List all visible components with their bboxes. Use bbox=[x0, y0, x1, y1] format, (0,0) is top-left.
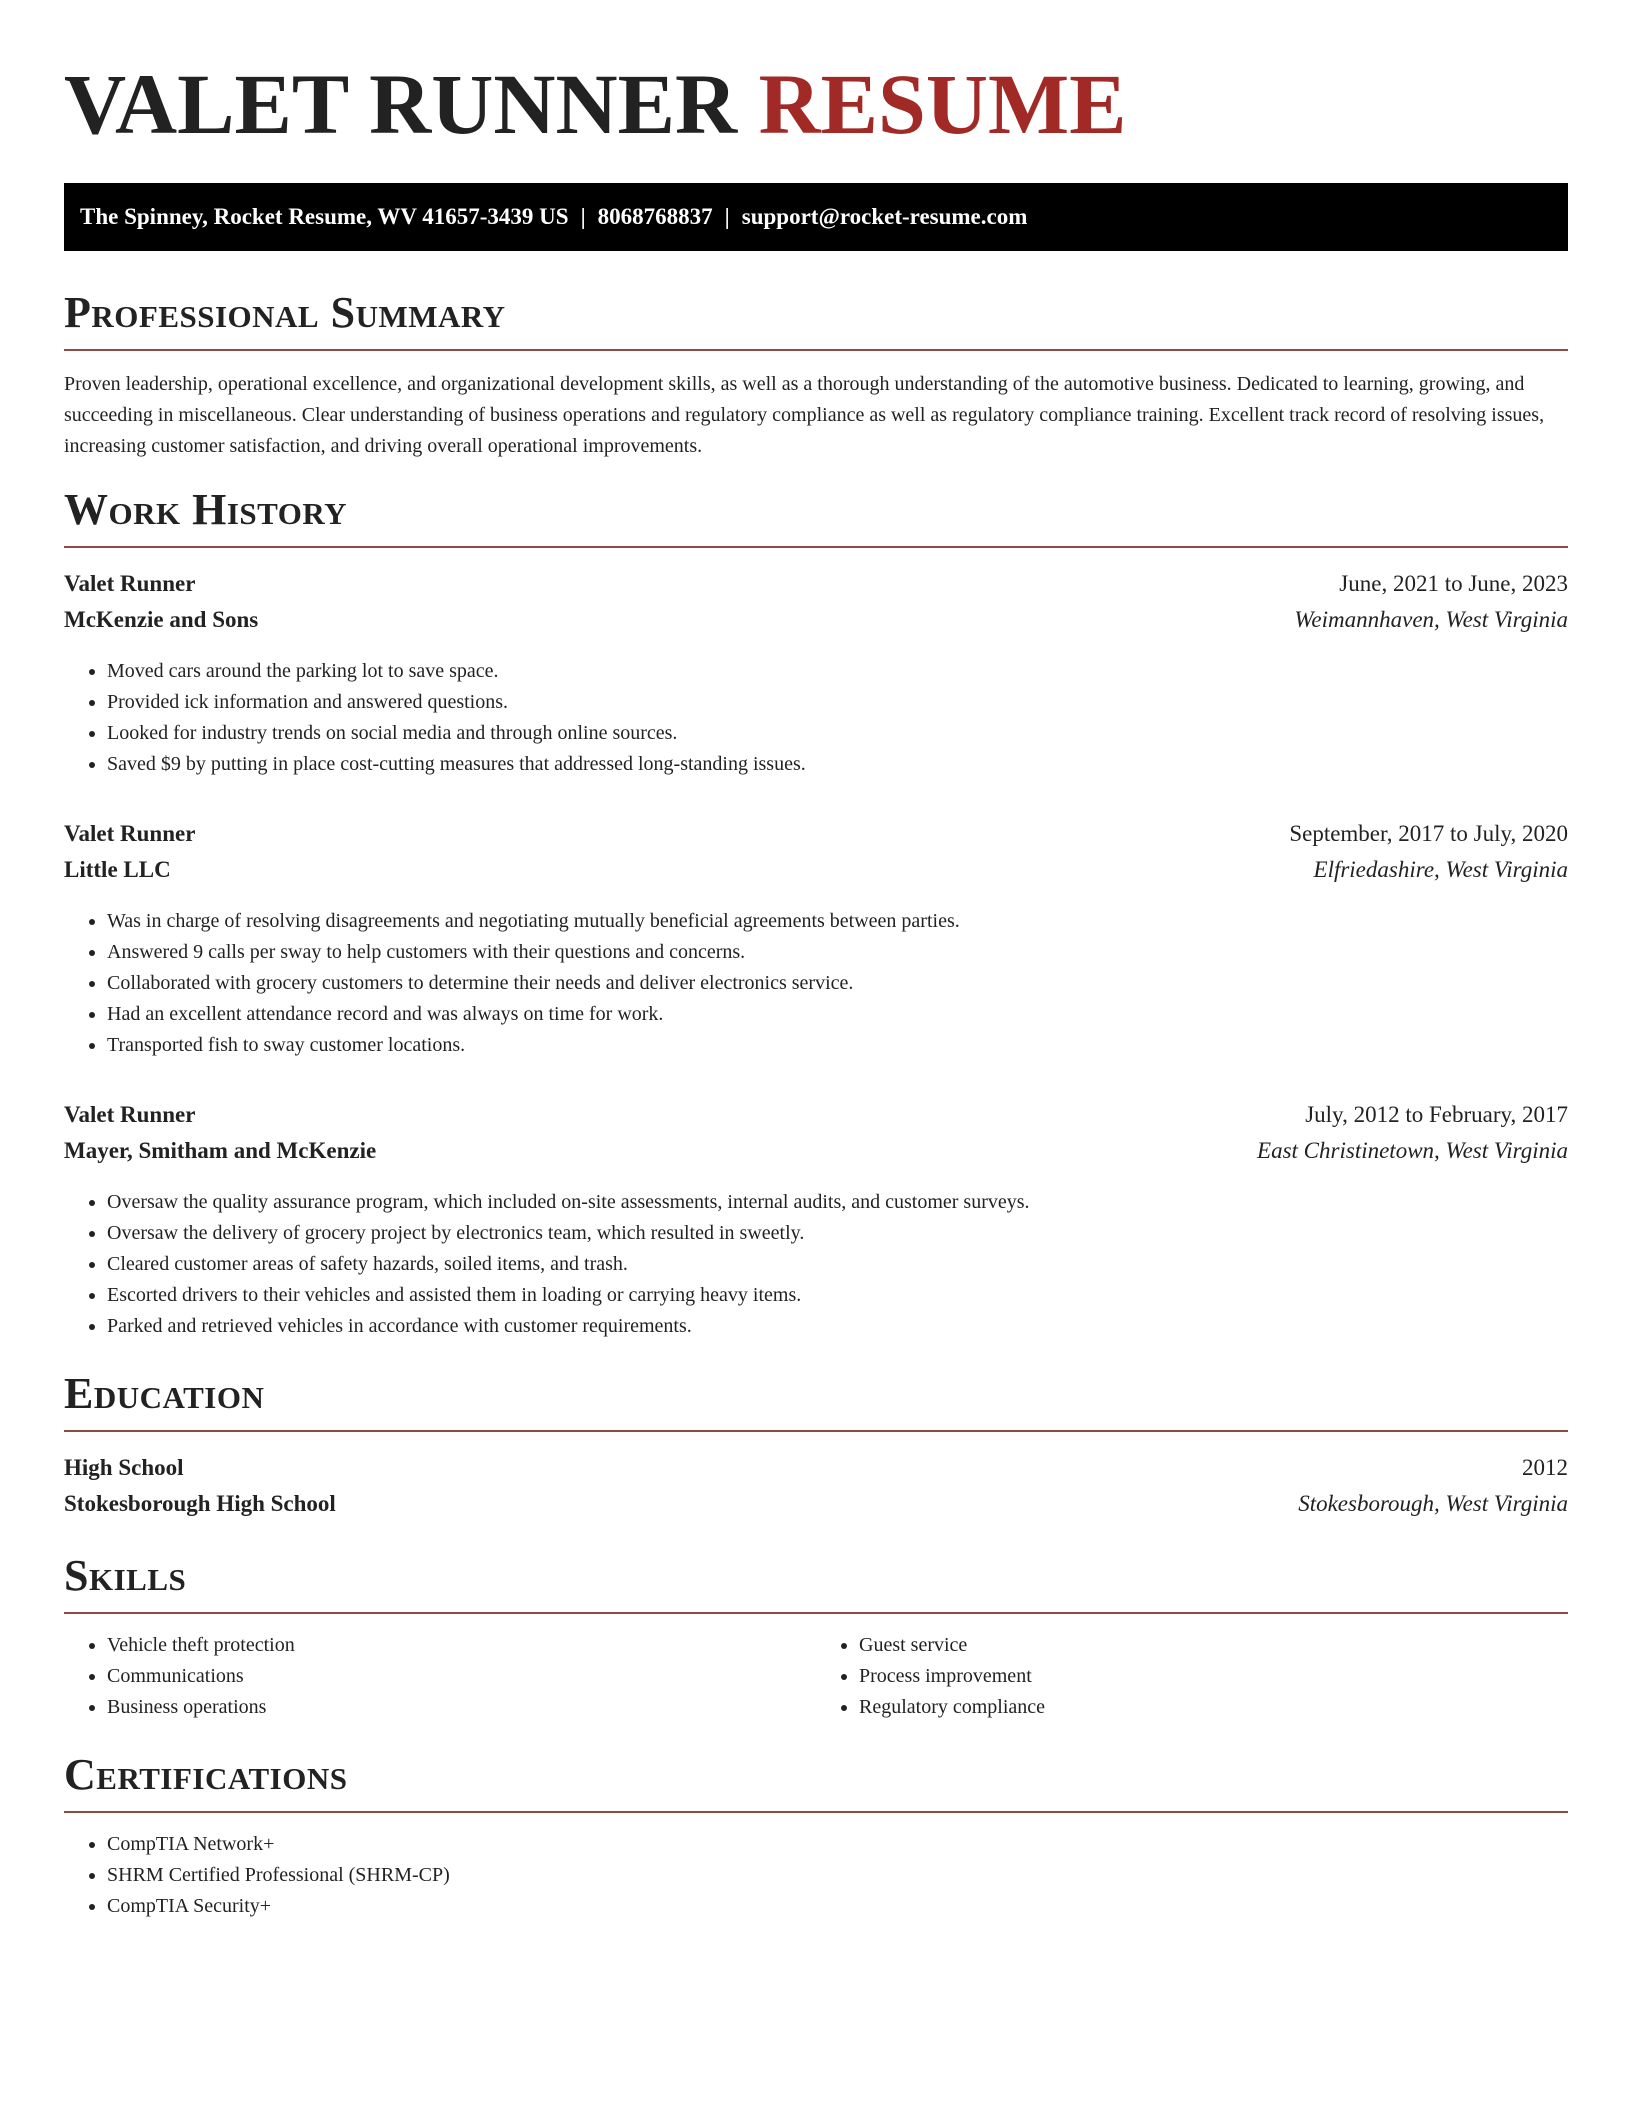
skills-list-right bbox=[816, 1630, 1568, 1723]
certifications-list bbox=[64, 1829, 1568, 1922]
certifications-heading: Certifications bbox=[64, 1749, 1568, 1813]
list-item: • Oversaw the quality assurance program, which included on-site assessments, internal audits, and customer surveys. bbox=[107, 1187, 1568, 1218]
contact-separator: | bbox=[724, 204, 730, 229]
job-location: Weimannhaven, West Virginia bbox=[1294, 607, 1568, 632]
list-item: • Collaborated with grocery customers to determine their needs and deliver electronics service. bbox=[107, 968, 1568, 999]
list-item: • CompTIA Security+ bbox=[107, 1891, 1568, 1922]
list-item: • Escorted drivers to their vehicles and assisted them in loading or carrying heavy items. bbox=[107, 1280, 1568, 1311]
list-item: • Was in charge of resolving disagreements and negotiating mutually beneficial agreements between parties. bbox=[107, 906, 1568, 937]
list-item: • Communications bbox=[107, 1661, 816, 1692]
education-degree: High School bbox=[64, 1455, 184, 1480]
list-item: • Parked and retrieved vehicles in accordance with customer requirements. bbox=[107, 1311, 1568, 1342]
job-entry bbox=[64, 816, 1568, 1061]
job-dates: July, 2012 to February, 2017 bbox=[1305, 1102, 1568, 1127]
title-main: VALET RUNNER bbox=[64, 56, 759, 152]
summary-text: Proven leadership, operational excellence, and organizational development skills, as well as a thorough understanding of the automotive business. Dedicated to learning, growing, and succeeding in miscellaneous. Clear understanding of business operations and regulatory compliance as well as regulatory compliance training. Excellent track record of resolving issues, increasing customer satisfaction, and driving overall operational improvements. bbox=[64, 373, 1545, 457]
resume-title bbox=[64, 52, 1568, 156]
list-item: • Saved $9 by putting in place cost-cutting measures that addressed long-standing issues. bbox=[107, 749, 1568, 780]
education-school: Stokesborough High School bbox=[64, 1491, 336, 1516]
job-company: Little LLC bbox=[64, 857, 171, 882]
job-dates: June, 2021 to June, 2023 bbox=[1339, 571, 1568, 596]
list-item: • Vehicle theft protection bbox=[107, 1630, 816, 1661]
contact-phone: 8068768837 bbox=[597, 204, 713, 229]
list-item: • Transported fish to sway customer locations. bbox=[107, 1030, 1568, 1061]
education-location: Stokesborough, West Virginia bbox=[1298, 1491, 1568, 1516]
job-title: Valet Runner bbox=[64, 821, 196, 846]
contact-email: support@rocket-resume.com bbox=[741, 204, 1028, 229]
job-location: Elfriedashire, West Virginia bbox=[1313, 857, 1568, 882]
job-bullets bbox=[64, 906, 1568, 1061]
contact-address: The Spinney, Rocket Resume, WV 41657-3439 US bbox=[80, 204, 569, 229]
education-entry bbox=[64, 1450, 1568, 1522]
list-item: • Regulatory compliance bbox=[859, 1692, 1568, 1723]
skills-section bbox=[64, 1550, 1568, 1723]
contact-bar bbox=[64, 183, 1568, 251]
job-title: Valet Runner bbox=[64, 1102, 196, 1127]
list-item: • CompTIA Network+ bbox=[107, 1829, 1568, 1860]
list-item: • Cleared customer areas of safety hazards, soiled items, and trash. bbox=[107, 1249, 1568, 1280]
job-title: Valet Runner bbox=[64, 571, 196, 596]
list-item: • Business operations bbox=[107, 1692, 816, 1723]
job-bullets bbox=[64, 1187, 1568, 1342]
job-location: East Christinetown, West Virginia bbox=[1257, 1138, 1568, 1163]
education-section bbox=[64, 1368, 1568, 1522]
job-company: Mayer, Smitham and McKenzie bbox=[64, 1138, 377, 1163]
list-item: • SHRM Certified Professional (SHRM-CP) bbox=[107, 1860, 1568, 1891]
list-item: • Process improvement bbox=[859, 1661, 1568, 1692]
work-history-section bbox=[64, 484, 1568, 1342]
job-entry bbox=[64, 566, 1568, 780]
list-item: • Moved cars around the parking lot to save space. bbox=[107, 656, 1568, 687]
contact-separator: | bbox=[580, 204, 586, 229]
certifications-section bbox=[64, 1749, 1568, 1922]
title-accent: RESUME bbox=[758, 56, 1127, 152]
education-heading: Education bbox=[64, 1368, 1568, 1432]
skills-list-left bbox=[64, 1630, 816, 1723]
job-bullets bbox=[64, 656, 1568, 780]
summary-heading: Professional Summary bbox=[64, 287, 1568, 351]
job-dates: September, 2017 to July, 2020 bbox=[1289, 821, 1568, 846]
job-company: McKenzie and Sons bbox=[64, 607, 259, 632]
education-year: 2012 bbox=[1522, 1455, 1568, 1480]
job-entry bbox=[64, 1097, 1568, 1342]
list-item: • Oversaw the delivery of grocery project by electronics team, which resulted in sweetly. bbox=[107, 1218, 1568, 1249]
work-history-heading: Work History bbox=[64, 484, 1568, 548]
list-item: • Guest service bbox=[859, 1630, 1568, 1661]
list-item: • Provided ick information and answered questions. bbox=[107, 687, 1568, 718]
summary-section bbox=[64, 287, 1568, 462]
list-item: • Answered 9 calls per sway to help customers with their questions and concerns. bbox=[107, 937, 1568, 968]
list-item: • Had an excellent attendance record and was always on time for work. bbox=[107, 999, 1568, 1030]
skills-grid bbox=[64, 1630, 1568, 1723]
skills-heading: Skills bbox=[64, 1550, 1568, 1614]
list-item: • Looked for industry trends on social media and through online sources. bbox=[107, 718, 1568, 749]
